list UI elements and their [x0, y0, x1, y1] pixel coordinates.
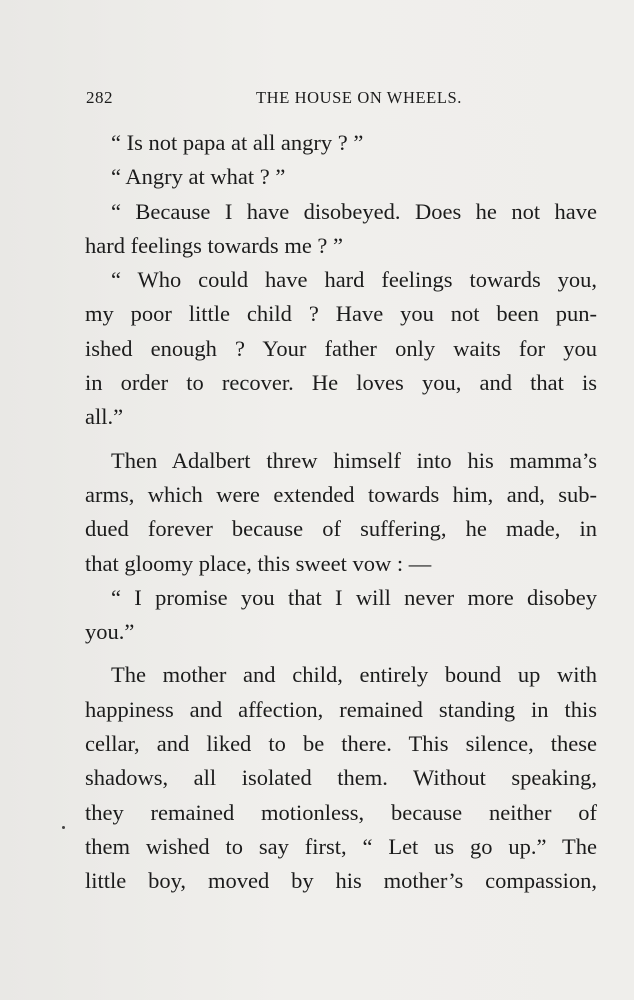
paragraph: [85, 126, 597, 160]
text-line: ished enough ? Your father only waits for you: [85, 335, 597, 361]
text-line: you.”: [85, 619, 135, 645]
body-text: [85, 126, 597, 899]
paragraph: [85, 444, 597, 581]
ink-speck: [62, 826, 65, 829]
text-line: all.”: [85, 404, 124, 430]
paragraph: [85, 581, 597, 650]
page-number: 282: [86, 88, 113, 107]
text-line: that gloomy place, this sweet vow : —: [85, 550, 432, 576]
paragraph: [85, 195, 597, 264]
text-line: “ Is not papa at all angry ? ”: [111, 130, 364, 155]
text-line: “ Because I have disobeyed. Does he not have: [111, 198, 597, 224]
text-line: arms, which were extended towards him, and, sub-: [85, 481, 597, 507]
text-line: shadows, all isolated them. Without speaking,: [85, 765, 597, 791]
paragraph: [85, 263, 597, 434]
text-line: Then Adalbert threw himself into his mamma’s: [111, 447, 597, 473]
text-line: them wished to say first, “ Let us go up.” The: [85, 833, 597, 859]
page-header: [86, 88, 596, 114]
text-line: “ I promise you that I will never more disobey: [111, 584, 597, 610]
text-line: “ Who could have hard feelings towards you,: [111, 267, 597, 293]
text-line: hard feelings towards me ? ”: [85, 232, 344, 258]
text-line: happiness and affection, remained standing in this: [85, 696, 597, 722]
paragraph: [85, 658, 597, 898]
text-line: little boy, moved by his mother’s compassion,: [85, 868, 597, 894]
text-line: my poor little child ? Have you not been pun-: [85, 301, 597, 327]
text-line: cellar, and liked to be there. This silence, these: [85, 731, 597, 757]
text-line: they remained motionless, because neither of: [85, 799, 597, 825]
text-line: “ Angry at what ? ”: [111, 164, 286, 190]
text-line: in order to recover. He loves you, and that is: [85, 370, 597, 396]
text-line: The mother and child, entirely bound up with: [111, 662, 597, 688]
running-title: THE HOUSE ON WHEELS.: [256, 88, 463, 107]
text-line: dued forever because of suffering, he made, in: [85, 516, 597, 542]
paragraph: [85, 160, 597, 194]
